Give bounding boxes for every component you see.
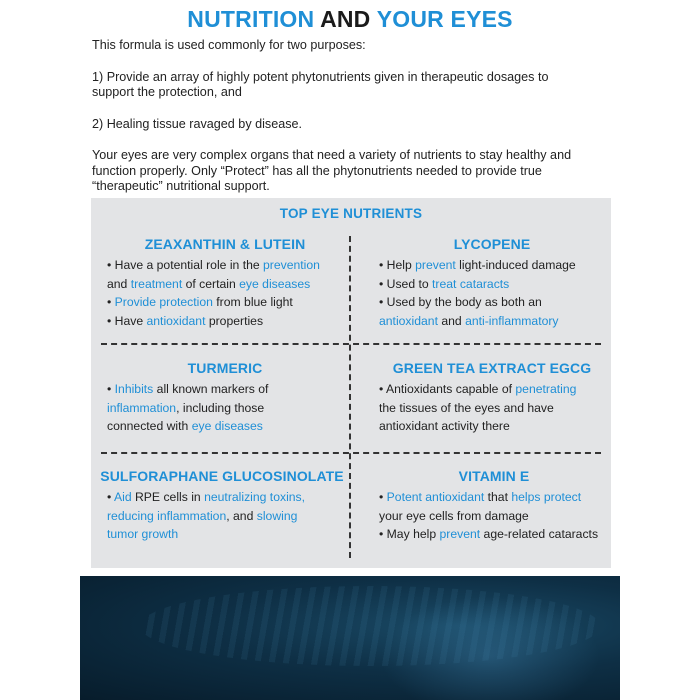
nutrient-zeaxanthin-lutein (107, 236, 343, 330)
bullet-line: • Have antioxidant properties (107, 313, 264, 328)
intro-paragraph-2: 1) Provide an array of highly potent phytonutrients given in therapeutic dosages to support the protection, and (92, 69, 549, 99)
nutrient-heading: VITAMIN E (458, 468, 530, 484)
bullet-line: • Provide protection from blue light (107, 295, 293, 310)
eye-closeup-photo (80, 576, 620, 700)
page-title (0, 6, 700, 33)
bullet-line: inflammation, including those (107, 400, 265, 415)
horizontal-divider-2 (101, 452, 601, 454)
bullet-line: tumor growth (107, 527, 179, 542)
bullet-line: • Potent antioxidant that helps protect (379, 490, 582, 504)
bullet-line: reducing inflammation, and slowing (107, 508, 298, 523)
bullet-line: • Inhibits all known markers of (107, 382, 269, 396)
intro-paragraph-4: Your eyes are very complex organs that need a variety of nutrients to stay healthy and function properly. Only “Protect” has all the phytonutrients needed to provide true “therapeutic” nutritional support. (92, 148, 572, 193)
nutrient-heading: LYCOPENE (453, 236, 531, 252)
title-part-1: NUTRITION (187, 6, 315, 32)
bullet-line: • Aid RPE cells in neutralizing toxins, (107, 490, 306, 504)
nutrient-heading: TURMERIC (187, 360, 263, 376)
bullet-line: • Used by the body as both an (379, 295, 542, 310)
nutrient-vitamin-e (379, 468, 609, 544)
title-part-2: AND (320, 6, 371, 32)
title-part-3: YOUR EYES (376, 6, 513, 32)
nutrient-turmeric (107, 360, 343, 436)
panel-title: TOP EYE NUTRIENTS (279, 206, 423, 221)
bullet-line: the tissues of the eyes and have (379, 400, 554, 415)
bullet-line: your eye cells from damage (379, 508, 529, 523)
bullet-line: • May help prevent age-related cataracts (379, 527, 599, 542)
bullet-line: • Antioxidants capable of penetrating (379, 382, 577, 396)
bullet-line: • Help prevent light-induced damage (379, 258, 576, 272)
nutrient-green-tea-egcg (379, 360, 605, 436)
nutrient-lycopene (379, 236, 605, 330)
bullet-line: • Have a potential role in the prevention (107, 258, 320, 272)
intro-text (92, 38, 582, 195)
bullet-line: antioxidant activity there (379, 419, 510, 434)
intro-paragraph-1: This formula is used commonly for two purposes: (92, 38, 366, 52)
horizontal-divider-1 (101, 343, 601, 345)
intro-paragraph-3: 2) Healing tissue ravaged by disease. (92, 116, 303, 131)
bullet-line: • Used to treat cataracts (379, 276, 510, 291)
nutrient-sulforaphane-glucosinolate (99, 468, 345, 544)
bullet-line: connected with eye diseases (107, 419, 263, 434)
nutrients-panel (91, 198, 611, 568)
vertical-divider (349, 236, 351, 558)
nutrient-heading: SULFORAPHANE GLUCOSINOLATE (100, 468, 344, 484)
bullet-line: and treatment of certain eye diseases (107, 276, 311, 291)
nutrient-heading: ZEAXANTHIN & LUTEIN (144, 236, 306, 252)
bullet-line: antioxidant and anti-inflammatory (379, 313, 559, 328)
nutrient-heading: GREEN TEA EXTRACT EGCG (392, 360, 592, 376)
